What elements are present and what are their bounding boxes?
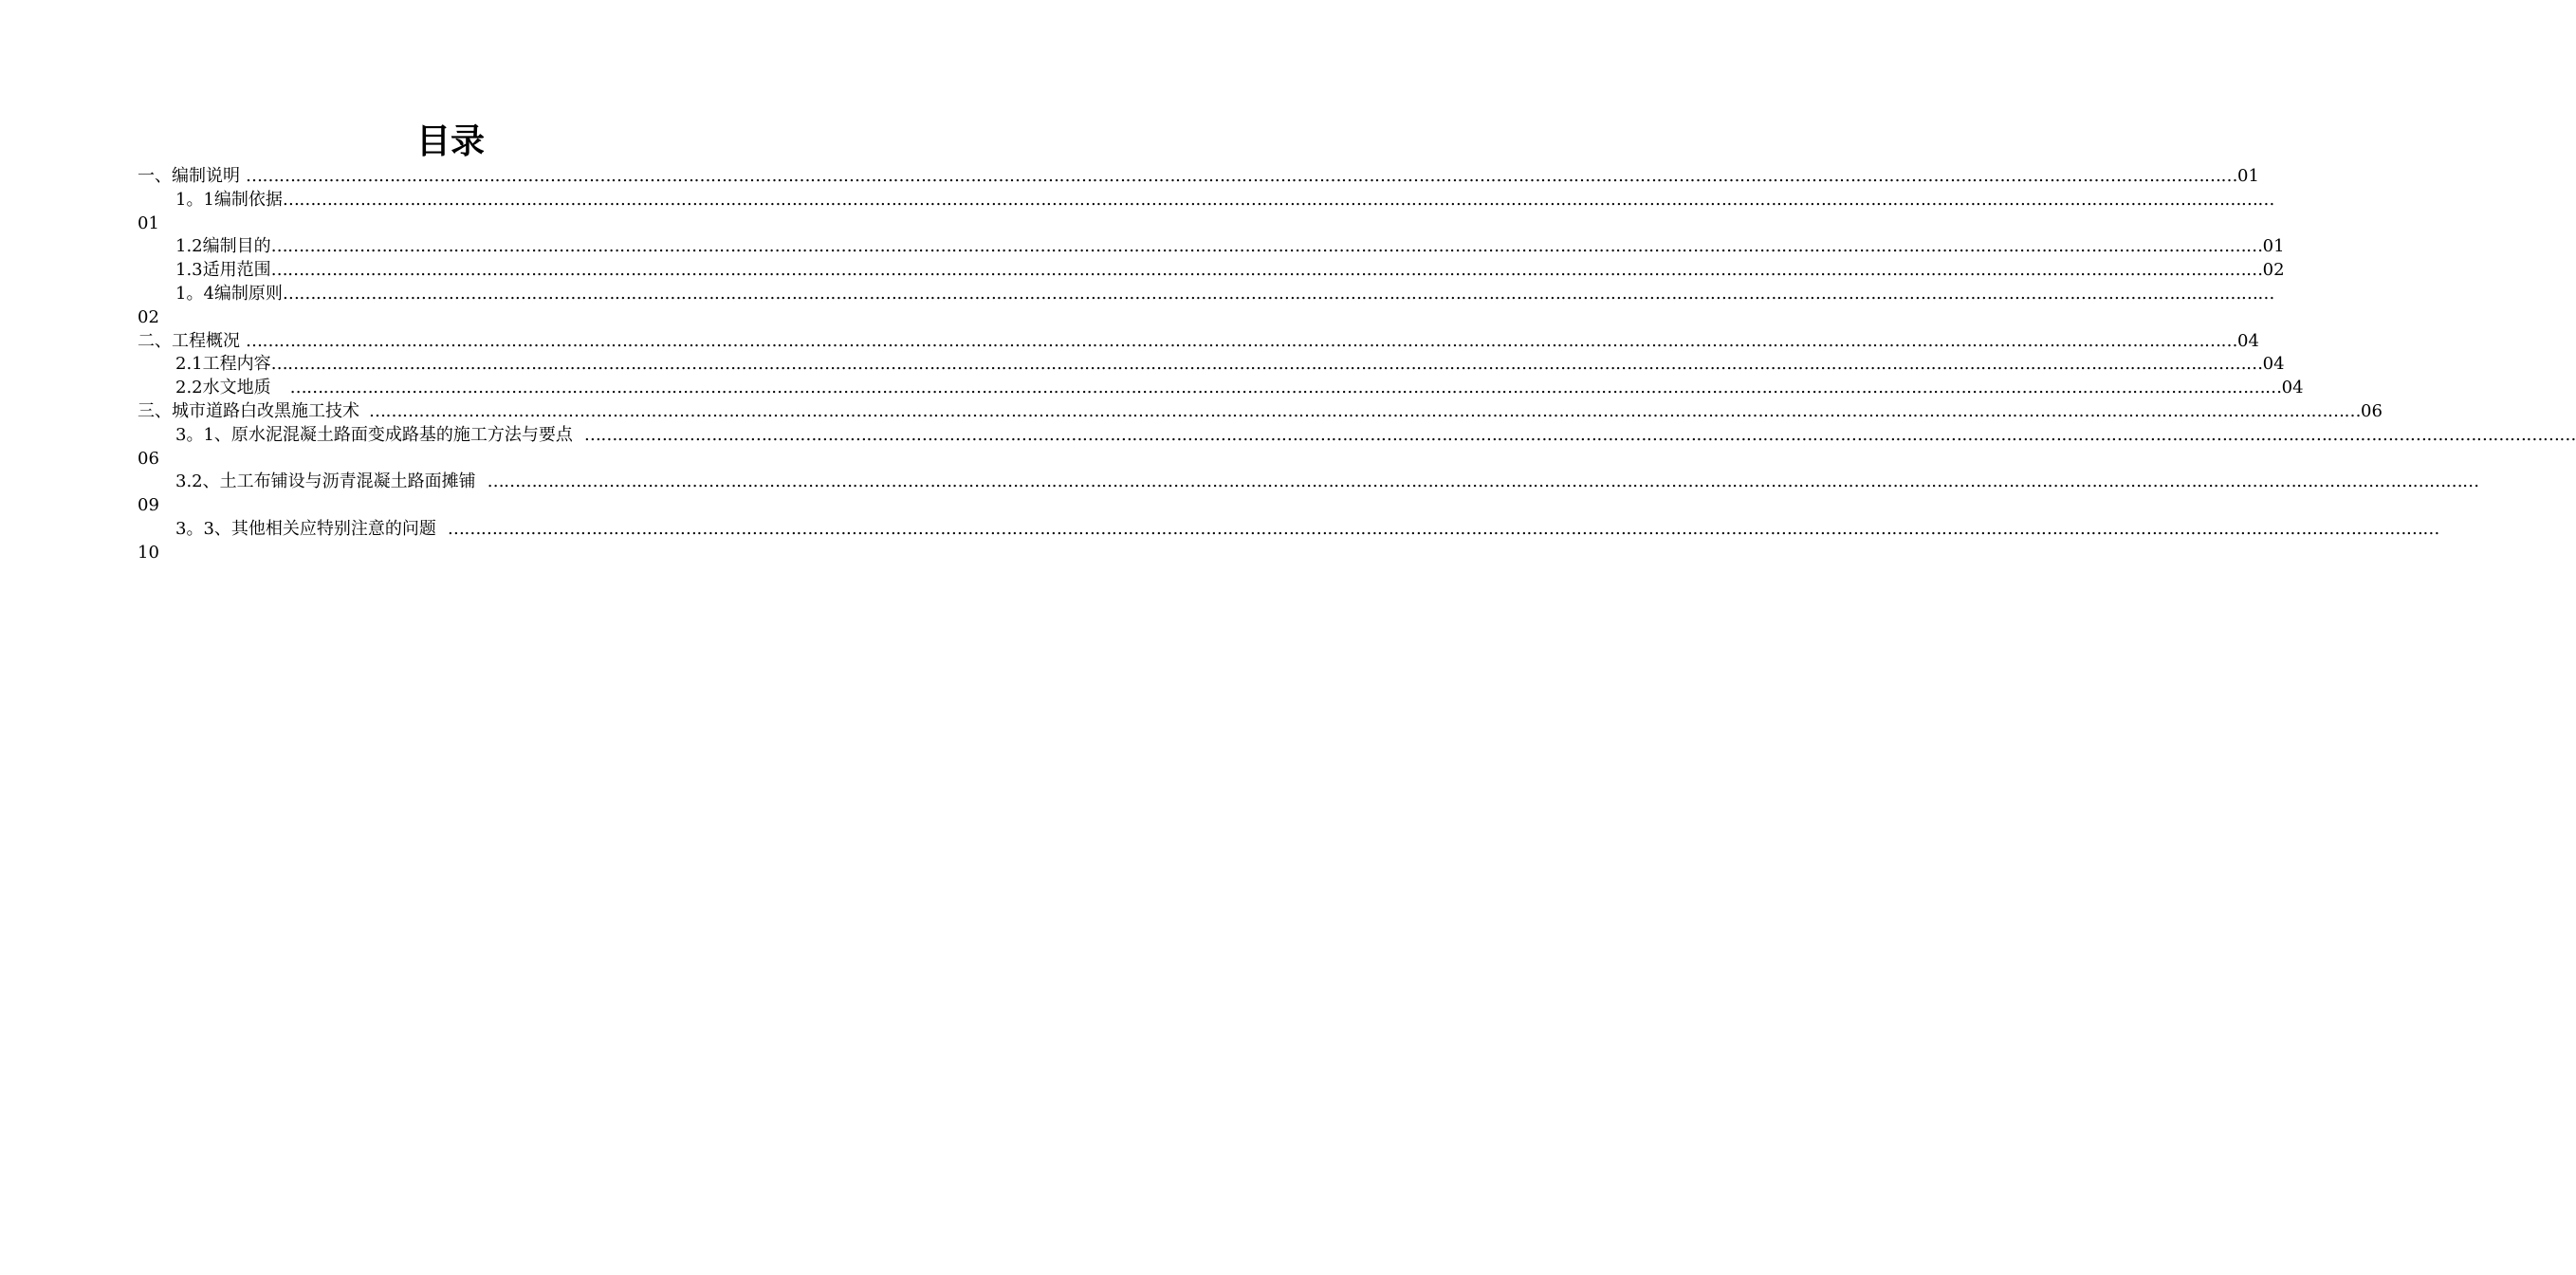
toc-entry-page: 04 xyxy=(2262,354,2285,375)
toc-leader-dots: ……………………………………………………………………………………………………………………………………………………………………………………………………………………………………………………………………………………………………………………………… xyxy=(270,236,2263,257)
toc-entry[interactable] xyxy=(138,330,2259,354)
toc-entry-label: 二、工程概况 xyxy=(138,330,240,351)
toc-entry[interactable] xyxy=(138,424,2576,471)
toc-entry[interactable] xyxy=(138,259,2285,283)
toc-leader-dots: ……………………………………………………………………………………………………………………………………………………………………………………………………………………………………………………………………………………………………………………………… xyxy=(447,518,2439,539)
toc-entry-page: 02 xyxy=(138,306,159,327)
toc-entry-page: 01 xyxy=(2237,166,2259,186)
toc-entry[interactable] xyxy=(138,471,2479,518)
toc-entry-page: 06 xyxy=(138,448,159,469)
toc-entry-label: 1.3适用范围 xyxy=(175,260,271,281)
toc-entry-page: 01 xyxy=(138,212,159,233)
toc-leader-dots: ……………………………………………………………………………………………………………………………………………………………………………………………………………………………………………………………………………………………………………………………… xyxy=(270,354,2263,375)
toc-entry-label: 2.1工程内容 xyxy=(175,354,271,375)
toc-leader-dots: ……………………………………………………………………………………………………………………………………………………………………………………………………………………………………………………………………………………………………………………………… xyxy=(289,378,2282,398)
toc-leader-dots: ……………………………………………………………………………………………………………………………………………………………………………………………………………………………………………………………………………………………………………………………… xyxy=(282,283,2274,304)
toc-entry-label: 三、城市道路白改黑施工技术 xyxy=(138,400,359,421)
toc-entry[interactable] xyxy=(138,518,2439,565)
toc-leader-dots: ……………………………………………………………………………………………………………………………………………………………………………………………………………………………………………………………………………………………………………………………… xyxy=(282,189,2274,210)
toc-title: 目录 xyxy=(415,122,485,161)
toc-entry-page: 10 xyxy=(138,542,159,563)
toc-entry-label: 1。4编制原则 xyxy=(175,283,283,304)
toc-leader-dots: ……………………………………………………………………………………………………………………………………………………………………………………………………………………………………………………………………………………………………………………………… xyxy=(246,166,2237,186)
toc-entry[interactable] xyxy=(138,189,2274,236)
toc-entry[interactable] xyxy=(138,283,2274,330)
toc-entry-page: 04 xyxy=(2281,378,2304,398)
toc-leader-dots: ……………………………………………………………………………………………………………………………………………………………………………………………………………………………………………………………………………………………………………………………… xyxy=(487,471,2479,492)
toc-entry-label: 3.2、土工布铺设与沥青混凝土路面摊铺 xyxy=(175,471,476,492)
toc-entry[interactable] xyxy=(138,165,2259,189)
table-of-contents xyxy=(138,165,2576,565)
toc-entry-label: 2.2水文地质 xyxy=(175,378,271,398)
toc-entry[interactable] xyxy=(138,353,2285,377)
toc-entry-label: 3。3、其他相关应特别注意的问题 xyxy=(175,518,436,539)
toc-entry-label: 1。1编制依据 xyxy=(175,189,283,210)
toc-entry[interactable] xyxy=(138,235,2285,259)
toc-entry[interactable] xyxy=(138,400,2383,424)
toc-entry[interactable] xyxy=(138,377,2304,400)
toc-entry-label: 3。1、原水泥混凝土路面变成路基的施工方法与要点 xyxy=(175,424,573,445)
toc-entry-page: 01 xyxy=(2262,236,2285,257)
toc-entry-label: 一、编制说明 xyxy=(138,166,240,186)
toc-entry-page: 02 xyxy=(2262,260,2285,281)
toc-entry-page: 06 xyxy=(2361,400,2383,421)
toc-entry-page: 04 xyxy=(2237,330,2259,351)
toc-entry-page: 09 xyxy=(138,495,159,516)
toc-leader-dots: ……………………………………………………………………………………………………………………………………………………………………………………………………………………………………………………………………………………………………………………………… xyxy=(369,400,2361,421)
toc-entry-label: 1.2编制目的 xyxy=(175,236,271,257)
toc-leader-dots: ……………………………………………………………………………………………………………………………………………………………………………………………………………………………………………………………………………………………………………………………… xyxy=(246,330,2237,351)
toc-leader-dots: ……………………………………………………………………………………………………………………………………………………………………………………………………………………………………………………………………………………………………………………………… xyxy=(270,260,2263,281)
toc-leader-dots: ……………………………………………………………………………………………………………………………………………………………………………………………………………………………………………………………………………………………………………………………… xyxy=(583,424,2576,445)
